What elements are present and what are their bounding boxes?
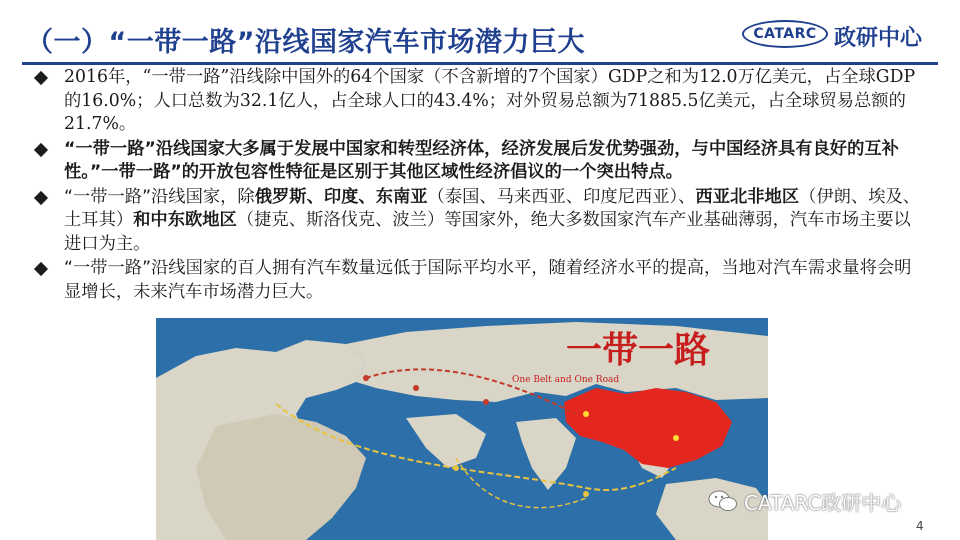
- diamond-bullet-icon: [34, 143, 48, 157]
- bullet-text-bold: 和中东欧地区: [133, 210, 237, 230]
- bullet-item-2: [34, 138, 928, 185]
- bullet-text: 2016年，“一带一路”沿线除中国外的64个国家（不含新增的7个国家）GDP之和为12.0万亿美元，占全球GDP的16.0%；人口总数为32.1亿人，占全球人口的43.4%；对外贸易总额为71885.5亿美元，占全球贸易总额的21.7%。: [64, 67, 916, 134]
- diamond-bullet-icon: [34, 191, 48, 205]
- bullet-item-4: [34, 257, 928, 304]
- diamond-bullet-icon: [34, 262, 48, 276]
- diamond-bullet-icon: [34, 71, 48, 85]
- bullet-list: [34, 66, 928, 304]
- bullet-text: （泰国、马来西亚、印度尼西亚）、: [427, 186, 696, 207]
- bullet-item-1: [34, 66, 928, 137]
- bullet-text: （伊朗、埃及、土耳其）: [64, 186, 921, 230]
- logo-text: 政研中心: [834, 26, 923, 51]
- map-illustration: [156, 318, 768, 540]
- map-calligraphy: 一带一路: [566, 329, 711, 371]
- wechat-icon: [708, 489, 738, 513]
- bullet-text-bold: 俄罗斯、印度、东南亚: [254, 186, 428, 207]
- bullet-item-3: [34, 186, 928, 257]
- page-number: 4: [916, 519, 924, 533]
- belt-and-road-map: [156, 318, 768, 540]
- bullet-text: “一带一路”沿线国家的百人拥有汽车数量远低于国际平均水平，随着经济水平的提高，当地对汽车需求量将会明显增长，未来汽车市场潜力巨大。: [64, 258, 912, 302]
- page-title: （一）“一带一路”沿线国家汽车市场潜力巨大: [26, 27, 585, 58]
- bullet-text: “一带一路”沿线国家，除: [64, 186, 255, 207]
- catarc-logo: [742, 18, 938, 52]
- bullet-text-bold: 西亚北非地区: [695, 186, 800, 207]
- watermark-text: CATARC政研中心: [744, 490, 902, 515]
- map-subtitle: One Belt and One Road: [512, 375, 620, 385]
- bullet-text: “一带一路”沿线国家大多属于发展中国家和转型经济体，经济发展后发优势强劲，与中国经济具有良好的互补性。”一带一路”的开放包容性特征是区别于其他区域性经济倡议的一个突出特点。: [64, 138, 899, 182]
- logo-mark: [742, 20, 828, 48]
- logo-mark-text: CATARC: [753, 26, 817, 42]
- wechat-watermark: [708, 488, 948, 514]
- bullet-text: （捷克、斯洛伐克、波兰）等国家外，绝大多数国家汽车产业基础薄弱，汽车市场主要以进口为主。: [64, 210, 911, 254]
- title-divider: [22, 62, 938, 65]
